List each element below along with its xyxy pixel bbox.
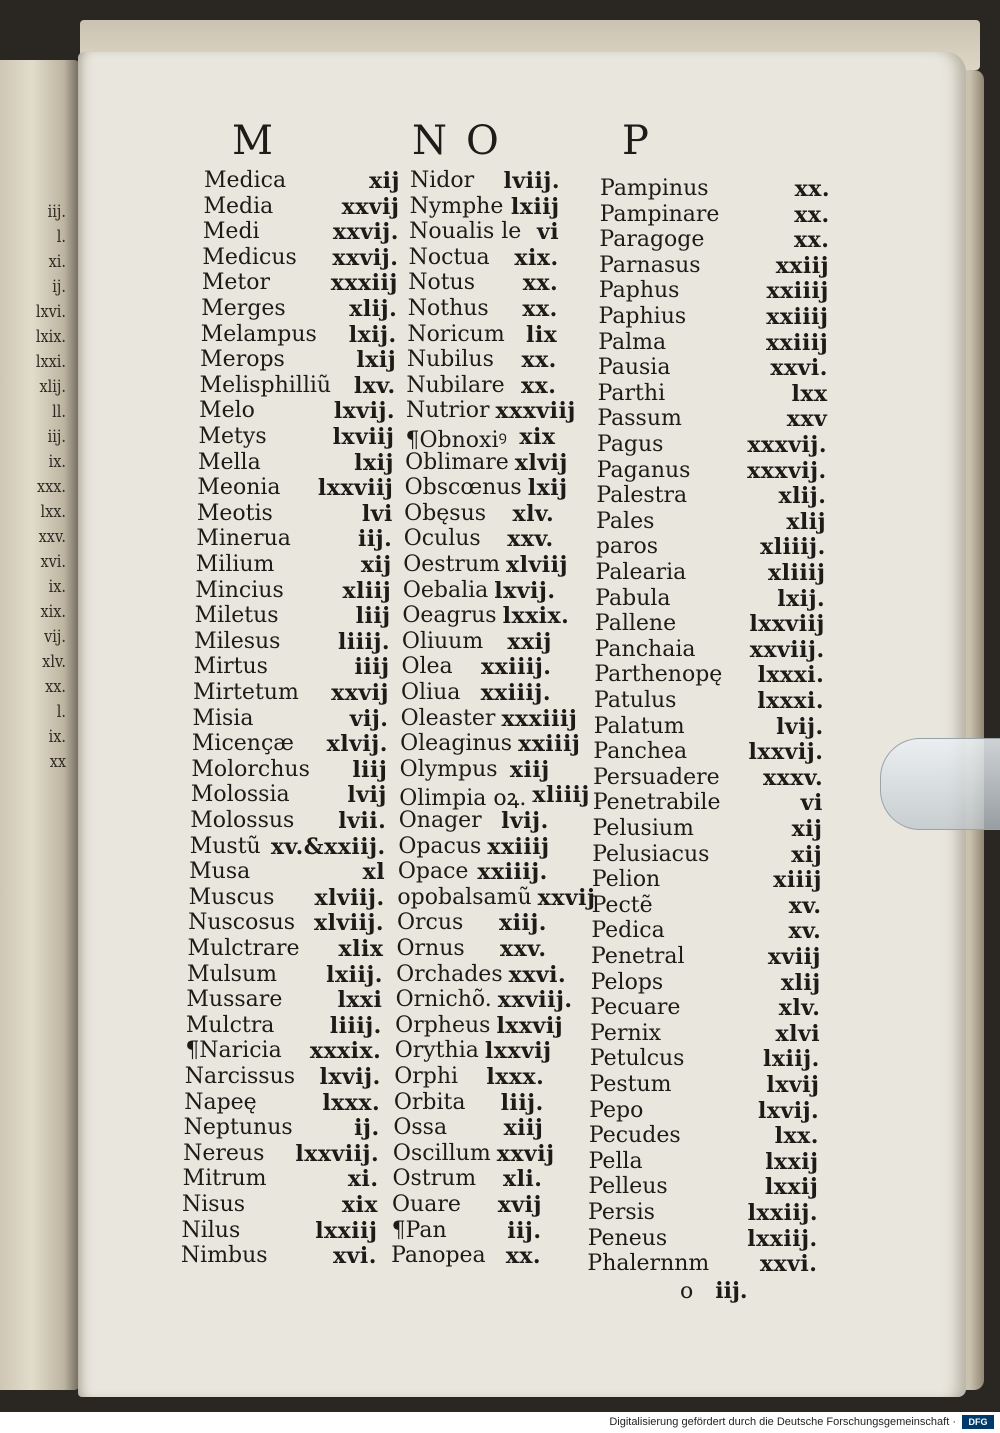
entry-word: Nubilare: [406, 372, 505, 398]
left-fragment: xix.: [40, 602, 66, 622]
left-fragment: xlij.: [39, 377, 66, 397]
entry-word: Meotis: [196, 500, 273, 526]
dfg-logo: DFG: [962, 1415, 994, 1429]
entry-page-number: lix: [525, 321, 558, 348]
entry-word: Oblimare: [405, 449, 509, 475]
entry-page-number: lvij.: [776, 713, 824, 740]
entry-word: Opace: [397, 859, 469, 885]
entry-word: Oculus: [403, 526, 481, 552]
entry-word: Orchades: [396, 961, 503, 987]
entry-word: Misia: [192, 705, 254, 731]
entry-page-number: lxxviij: [749, 611, 825, 638]
entry-page-number: xxv.: [507, 526, 554, 553]
entry-word: Nothus: [407, 296, 489, 321]
entry-page-number: iij.: [357, 526, 393, 553]
entry-page-number: lvij.: [501, 808, 549, 834]
entry-page-number: xxiiij.: [481, 654, 552, 681]
entry-word: Onager: [398, 808, 482, 833]
entry-page-number: xxxviij: [495, 398, 576, 425]
entry-word: Miletus: [194, 603, 279, 629]
entry-page-number: xx.: [505, 1243, 542, 1270]
entry-page-number: vi: [536, 219, 560, 246]
entry-word: Nilus: [181, 1217, 241, 1243]
entry-word: Mella: [197, 449, 261, 475]
entry-page-number: lxxij: [765, 1148, 819, 1175]
entry-word: Pampinus: [600, 176, 709, 201]
entry-page-number: xlij.: [349, 296, 398, 322]
entry-word: Molossia: [190, 782, 290, 808]
entry-word: Oliua: [401, 680, 461, 705]
entry-word: Pectẽ: [591, 892, 653, 918]
entry-page-number: lxvij.: [494, 577, 556, 604]
entry-page-number: xxviij.: [749, 636, 825, 663]
entry-page-number: xlij.: [778, 483, 827, 510]
entry-page-number: xlix: [338, 936, 384, 962]
entry-word: Persis: [588, 1200, 655, 1225]
entry-word: Pallene: [594, 611, 677, 637]
entry-page-number: liij.: [500, 1089, 544, 1116]
entry-page-number: lxvij.: [333, 398, 396, 425]
entry-word: Pampinare: [599, 201, 720, 227]
entry-word: Pella: [588, 1148, 643, 1174]
entry-word: Obscœnus: [404, 475, 522, 501]
entry-page-number: xxvij.: [332, 244, 399, 271]
entry-page-number: xx.: [794, 201, 830, 228]
entry-page-number: xix.: [514, 244, 559, 271]
entry-page-number: xij: [791, 841, 823, 868]
entry-page-number: lviij.: [503, 168, 560, 194]
entry-page-number: xx.: [521, 372, 557, 399]
left-fragment: xlv.: [42, 652, 66, 672]
folio-signature: o: [680, 1279, 694, 1304]
entry-page-number: xxvij: [341, 193, 400, 220]
entry-word: Nymphe: [409, 193, 504, 219]
entry-word: Pausia: [597, 355, 671, 381]
entry-page-number: xiij.: [499, 910, 547, 937]
entry-word: paros: [595, 534, 659, 560]
entry-word: Penetrabile: [592, 790, 721, 816]
entry-word: Panopea: [391, 1243, 486, 1269]
entry-page-number: liij: [352, 756, 388, 783]
entry-page-number: xviij: [767, 944, 821, 970]
entry-word: Oebalia: [402, 577, 489, 603]
left-fragment: xvi.: [40, 552, 66, 572]
entry-page-number: xxiiij: [487, 833, 550, 860]
entry-word: Parthenopę: [594, 662, 723, 688]
entry-word: Ornus: [396, 936, 465, 961]
left-fragment: iij.: [47, 427, 66, 447]
entry-page-number: xlviij.: [313, 910, 385, 937]
entry-word: Pepo: [589, 1097, 644, 1123]
entry-word: Palatum: [593, 713, 685, 739]
entry-word: Passum: [597, 406, 682, 432]
left-fragment: xxx.: [36, 477, 66, 497]
entry-page-number: xiij: [509, 756, 550, 783]
entry-word: Medica: [204, 168, 287, 193]
entry-page-number: lxxxi.: [757, 662, 825, 689]
entry-page-number: xvij: [497, 1192, 542, 1218]
entry-page-number: lxx.: [774, 1123, 819, 1150]
entry-word: Mulctra: [185, 1012, 275, 1038]
entry-word: Palearia: [595, 560, 687, 585]
entry-word: Minerua: [196, 526, 291, 552]
entry-word: Mulctrare: [187, 936, 300, 961]
entry-word: Obęsus: [404, 500, 487, 526]
entry-page-number: xx.: [522, 270, 559, 297]
entry-page-number: xl: [362, 859, 386, 886]
entry-page-number: liij: [355, 603, 391, 630]
left-fragment: ll.: [52, 402, 66, 422]
entry-word: Olimpia oꝝ.: [399, 786, 527, 812]
entry-word: Palma: [598, 329, 667, 355]
entry-word: Ostrum: [392, 1166, 477, 1192]
entry-page-number: xxij: [507, 628, 552, 655]
entry-page-number: lxv.: [353, 372, 396, 399]
entry-word: Paphus: [598, 278, 680, 304]
entry-word: Napeę: [184, 1089, 257, 1115]
header-letters: [0, 118, 1000, 178]
entry-word: Merops: [200, 347, 285, 373]
entry-page-number: xxxiiij: [501, 705, 578, 732]
entry-page-number: xi.: [347, 1166, 379, 1193]
entry-page-number: xlij: [786, 508, 827, 535]
entry-word: Mincius: [195, 577, 284, 603]
entry-page-number: vi: [800, 790, 823, 817]
entry-word: Metor: [201, 270, 270, 296]
entry-page-number: lxxvij: [496, 1012, 564, 1039]
page-clip: [880, 738, 1000, 830]
entry-page-number: lxij: [354, 449, 394, 476]
entry-word: Orpheus: [395, 1012, 491, 1038]
left-fragment: ij.: [52, 277, 66, 297]
entry-page-number: lvij: [347, 782, 387, 809]
entry-page-number: xxv: [786, 406, 828, 433]
entry-page-number: lxxi: [337, 987, 383, 1014]
entry-word: Ornichõ.: [395, 987, 492, 1013]
entry-page-number: xlv.: [778, 995, 821, 1022]
entry-word: Neptunus: [183, 1115, 293, 1141]
entry-page-number: iij.: [507, 1217, 542, 1244]
entry-page-number: lxxvij: [484, 1038, 552, 1065]
entry-word: Noctua: [408, 244, 490, 270]
entry-word: Medi: [202, 219, 260, 245]
entry-page-number: xxvij.: [332, 219, 399, 246]
entry-page-number: xxiij: [775, 252, 830, 279]
left-fragment: iij.: [47, 202, 66, 222]
entry-page-number: xxviij.: [497, 987, 573, 1014]
entry-page-number: xij: [791, 816, 823, 842]
entry-page-number: xix: [341, 1192, 378, 1218]
entry-word: Muscus: [188, 884, 275, 910]
entry-page-number: xxvi.: [759, 1251, 818, 1278]
entry-word: Metys: [198, 424, 267, 449]
entry-word: Patulus: [594, 688, 677, 713]
header-letter-m: M: [232, 118, 275, 164]
entry-page-number: xxxix.: [309, 1038, 382, 1065]
entry-page-number: xlvi: [775, 1020, 821, 1047]
entry-word: Opacus: [398, 833, 482, 859]
entry-word: Palestra: [596, 483, 688, 509]
entry-word: Pales: [596, 508, 655, 534]
entry-page-number: lxviij: [332, 424, 395, 450]
left-fragment: xxv.: [38, 527, 66, 547]
entry-word: Phalernnm: [587, 1251, 710, 1277]
folio-number: iij.: [715, 1278, 748, 1304]
entry-word: Orphi: [394, 1064, 459, 1089]
entry-word: Parthi: [597, 380, 666, 406]
entry-word: Panchaia: [594, 636, 696, 662]
header-letter-n: N: [412, 118, 449, 164]
entry-word: Pelion: [591, 867, 661, 893]
entry-page-number: lxxiij.: [747, 1200, 818, 1226]
entry-page-number: xxvij: [331, 680, 389, 706]
entry-page-number: xxxiij: [330, 270, 398, 297]
entry-page-number: xv.: [788, 892, 822, 919]
entry-page-number: xliiij.: [760, 534, 826, 561]
entry-page-number: lxxij: [764, 1174, 819, 1201]
entry-word: Merges: [201, 296, 286, 321]
entry-page-number: xliiij: [767, 560, 826, 586]
entry-page-number: xxiiij.: [477, 859, 548, 886]
entry-page-number: xxiiij: [765, 329, 829, 356]
entry-page-number: xxiiij: [518, 731, 581, 758]
left-fragment: l.: [56, 702, 66, 722]
entry-word: Notus: [408, 270, 475, 296]
left-fragment: xx.: [45, 677, 66, 697]
entry-word: Nubilus: [406, 347, 494, 373]
entry-page-number: xxvi.: [508, 961, 567, 988]
entry-page-number: lvii.: [338, 808, 387, 834]
entry-word: Medicus: [202, 244, 297, 270]
entry-page-number: lxvij.: [757, 1097, 820, 1124]
entry-page-number: lxij.: [777, 585, 826, 612]
entry-page-number: xlviij: [505, 552, 568, 578]
entry-word: Mirtus: [193, 654, 268, 680]
entry-word: Melisphilliũ: [199, 372, 332, 398]
entry-page-number: xxiiij: [766, 304, 829, 330]
entry-page-number: xxiiij.: [480, 680, 551, 706]
entry-word: Paragoge: [599, 227, 705, 253]
entry-page-number: lxiij: [510, 193, 560, 220]
entry-word: Melampus: [200, 321, 317, 347]
entry-word: Milium: [195, 552, 275, 577]
entry-page-number: xxxv.: [763, 764, 824, 791]
entry-page-number: vij.: [349, 705, 389, 732]
entry-page-number: lvi: [361, 500, 393, 527]
entry-word: Mirtetum: [193, 680, 299, 705]
entry-page-number: xv.&xxiij.: [270, 833, 386, 860]
entry-page-number: liiij.: [329, 1012, 382, 1039]
entry-word: Parnasus: [599, 252, 701, 278]
entry-word: ¶Pan: [391, 1217, 447, 1243]
entry-word: Olea: [401, 654, 453, 680]
entry-page-number: xx.: [522, 296, 558, 322]
entry-page-number: xxxvij.: [747, 457, 827, 484]
entry-word: Panchea: [593, 739, 688, 765]
entry-page-number: lxxx.: [486, 1064, 545, 1090]
entry-page-number: lxxviij: [317, 475, 394, 502]
entry-word: Mulsum: [186, 961, 278, 987]
entry-page-number: xij: [369, 168, 400, 194]
entry-page-number: lxij.: [348, 321, 397, 348]
entry-word: Orcus: [396, 910, 464, 936]
entry-word: Oscillum: [392, 1140, 491, 1166]
entry-word: Pestum: [589, 1072, 672, 1097]
entry-page-number: xlviij.: [314, 884, 385, 911]
entry-word: Micençæ: [191, 731, 294, 757]
entry-word: Ouare: [392, 1192, 461, 1217]
entry-word: Media: [203, 193, 274, 219]
entry-word: Noricum: [407, 321, 505, 347]
left-fragment: ix.: [48, 452, 66, 472]
entry-page-number: xxv.: [500, 936, 547, 962]
left-page-fragments: [12, 200, 66, 775]
entry-page-number: liiij.: [338, 628, 391, 655]
left-fragment: xx: [49, 752, 66, 772]
entry-page-number: xx.: [794, 227, 830, 254]
entry-page-number: xiij: [503, 1115, 544, 1142]
entry-word: Milesus: [194, 628, 281, 654]
entry-page-number: lxxiij.: [747, 1225, 818, 1252]
left-fragment: lxx.: [40, 502, 66, 522]
entry-word: Pelleus: [588, 1174, 668, 1200]
entry-word: Oeagrus: [402, 603, 497, 629]
entry-word: Meonia: [197, 475, 281, 501]
entry-page-number: xliiij: [532, 782, 590, 809]
entry-page-number: lxij: [527, 475, 568, 502]
entry-word: Mitrum: [182, 1166, 267, 1192]
entry-page-number: xlvij: [514, 449, 568, 476]
entry-page-number: xlij: [780, 969, 821, 996]
entry-page-number: xxvij: [537, 884, 596, 911]
entry-page-number: lxij: [356, 347, 397, 374]
header-letter-o: O: [466, 118, 501, 164]
left-fragment: lxxi.: [35, 352, 66, 372]
entry-page-number: xlvij.: [326, 731, 388, 758]
entry-page-number: lxxix.: [502, 603, 570, 630]
entry-word: Molorchus: [191, 756, 310, 782]
left-fragment: vij.: [44, 627, 66, 647]
entry-word: ¶Obnoxiꝰ: [405, 428, 507, 453]
entry-word: Orbita: [393, 1089, 466, 1115]
entry-page-number: lxiij.: [326, 961, 383, 988]
entry-page-number: xx.: [794, 176, 830, 202]
entry-word: Pedica: [591, 918, 665, 944]
entry-word: Oleaster: [400, 705, 496, 731]
entry-page-number: lxxx.: [322, 1089, 381, 1116]
entry-word: Nuscosus: [188, 910, 296, 936]
entry-word: Nisus: [182, 1192, 246, 1217]
entry-word: Nutrior: [405, 398, 490, 424]
entry-page-number: lxvij: [766, 1072, 820, 1098]
entry-word: Ossa: [393, 1115, 448, 1141]
entry-word: Paphius: [598, 304, 687, 329]
footer-bar: [0, 1412, 1000, 1433]
left-fragment: ix.: [48, 577, 66, 597]
entry-word: Pelops: [590, 969, 664, 995]
entry-word: Pelusium: [592, 816, 694, 841]
left-fragment: lxix.: [35, 327, 66, 347]
entry-word: Melo: [199, 398, 255, 424]
left-fragment: lxvi.: [35, 302, 66, 322]
left-fragment: l.: [56, 227, 66, 247]
entry-word: Orythia: [394, 1038, 479, 1064]
entry-page-number: xxvij: [496, 1140, 555, 1167]
entry-word: Narcissus: [184, 1064, 296, 1089]
entry-page-number: lxxiij: [315, 1217, 378, 1244]
entry-page-number: xij: [360, 552, 392, 578]
entry-page-number: iiij: [354, 654, 390, 681]
entry-page-number: lxvij.: [319, 1064, 381, 1090]
entry-page-number: xxvi.: [770, 355, 828, 382]
entry-page-number: xli.: [502, 1166, 543, 1193]
entry-page-number: lxxxi.: [757, 688, 824, 714]
entry-word: Paganus: [596, 457, 691, 483]
entry-page-number: xvi.: [332, 1243, 377, 1270]
entry-page-number: xxxvij.: [747, 432, 827, 458]
footer-credit: Digitalisierung gefördert durch die Deutsche Forschungsgemeinschaft ·: [609, 1416, 956, 1428]
entry-page-number: xv.: [788, 918, 822, 945]
entry-page-number: xiiij: [773, 867, 822, 894]
left-page: [0, 60, 80, 1390]
entry-word: Molossus: [190, 808, 295, 833]
entry-word: Pernix: [590, 1020, 662, 1046]
entry-word: Oestrum: [403, 552, 500, 577]
entry-page-number: lxiij.: [763, 1046, 820, 1073]
entry-word: Pelusiacus: [592, 841, 710, 867]
entry-word: Peneus: [587, 1225, 668, 1251]
entry-word: Pecudes: [588, 1123, 681, 1149]
entry-word: Pecuare: [590, 995, 681, 1021]
entry-word: Nidor: [410, 168, 475, 193]
entry-word: Penetral: [591, 944, 685, 969]
entry-word: Noualis le: [409, 219, 522, 245]
entry-page-number: xlv.: [512, 500, 555, 527]
entry-word: Musa: [189, 859, 251, 885]
entry-page-number: xx.: [521, 347, 557, 374]
entry-word: Mustũ: [189, 833, 261, 859]
entry-word: Olympus: [399, 756, 498, 782]
entry-word: Pagus: [597, 432, 664, 457]
entry-word: opobalsamũ: [397, 884, 532, 910]
entry-word: Nereus: [183, 1140, 265, 1166]
entry-page-number: xix: [519, 424, 556, 450]
entry-word: Pabula: [595, 585, 671, 611]
entry-word: Oleaginus: [400, 731, 513, 757]
entry-word: Mussare: [186, 987, 283, 1013]
entry-word: Petulcus: [589, 1046, 685, 1072]
left-fragment: xi.: [48, 252, 66, 272]
entry-word: Nimbus: [180, 1243, 268, 1269]
header-letter-p: P: [622, 118, 651, 164]
entry-page-number: xxiiij: [766, 278, 829, 305]
entry-page-number: lxxviij.: [295, 1140, 380, 1167]
folio: [680, 1278, 748, 1304]
entry-page-number: xliij: [342, 577, 392, 604]
entry-page-number: lxxvij.: [748, 739, 824, 766]
entry-word: ¶Naricia: [185, 1038, 282, 1064]
entry-word: Persuadere: [593, 764, 720, 790]
entry-page-number: ij.: [354, 1115, 380, 1142]
left-fragment: ix.: [48, 727, 66, 747]
entry-word: Oliuum: [401, 628, 484, 654]
entry-page-number: lxx: [791, 380, 828, 407]
